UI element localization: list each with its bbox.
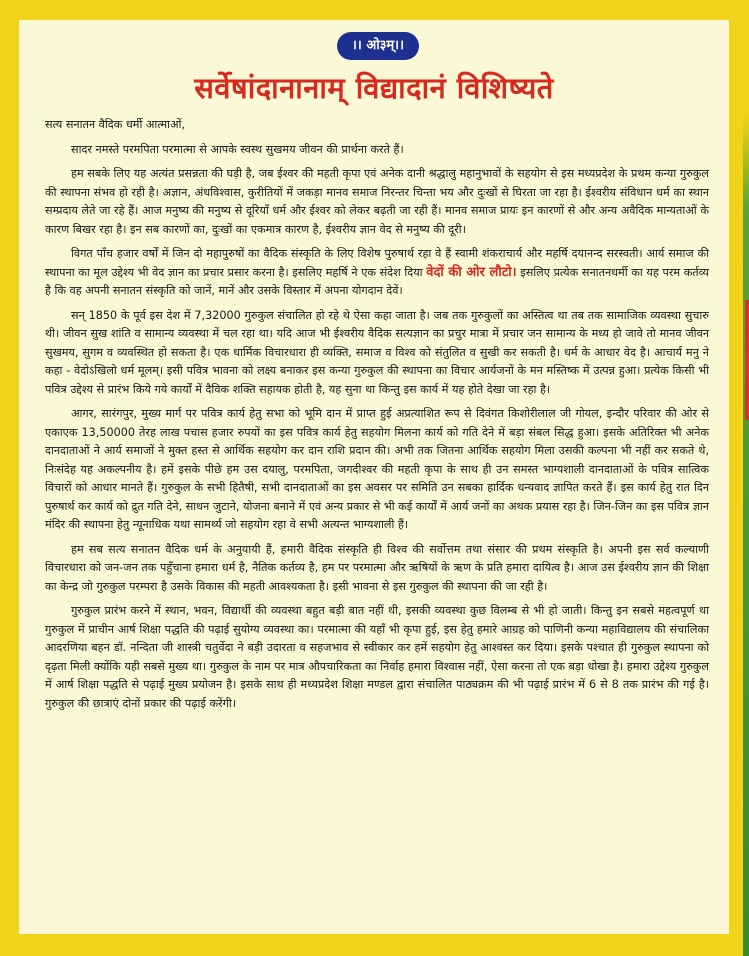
letter-body [45,116,709,719]
side-color-strip [743,0,749,956]
document-page [19,20,729,934]
greeting-paragraph: सादर नमस्ते परमपिता परमात्मा से आपके स्वस्थ सुखमय जीवन की प्रार्थना करते हैं। [71,142,404,156]
paragraph-2-end: इसलिए प्रत्येक सनातनधर्मी का यह परम कर्तव्य है कि वह अपनी सनातन संस्कृति को जानें, मानें और उसके विस्तार में अपना योगदान देवें। [45,265,709,297]
side-red-strip [745,300,749,420]
page-title: सर्वेषांदानानाम् विद्यादानं विशिष्यते [194,71,554,105]
salutation: सत्य सनातन वैदिक धर्मी आत्माओं, [45,118,186,131]
vedon-ki-or-lauto-highlight: वेदों की ओर लौटो। [426,264,517,280]
paragraph-5: हम सब सत्य सनातन वैदिक धर्म के अनुयायी हैं, हमारी वैदिक संस्कृति ही विश्व की सर्वोत्तम तथा संसार की प्रथम संस्कृति है। अपनी इस सर्व कल्याणी विचारधारा को जन-जन तक पहुँचाना हमारा धर्म है, नैतिक कर्तव्य है, हम पर परमात्मा और ऋषियों के ऋण के प्रति हमारा दायित्व है। आज उस ईश्वरीय ज्ञान की शिक्षा का केन्द्र जो गुरुकुल परम्परा है उसके विकास की महती आवश्यकता है। इसी भावना से इस गुरुकुल की स्थापना की जा रही है। [45,542,709,593]
paragraph-4: आगर, सारंगपुर, मुख्य मार्ग पर पवित्र कार्य हेतु सभा को भूमि दान में प्राप्त हुई अप्रत्याशित रूप से दिवंगत किशोरीलाल जी गोयल, इन्दौर परिवार की ओर से एकाएक 13,50000 तेरह लाख पचास हजार रुपयों का इस पवित्र कार्य हेतु सहयोग मिलना कार्य को गति देने में बड़ा संबल सिद्ध हुआ। इसके अतिरिक्त भी अनेक दानदाताओं ने आर्य समाजों ने मुक्त हस्त से आर्थिक सहयोग कर दान राशि प्रदान की। अभी तक जितना आर्थिक सहयोग मिला उसकी कल्पना भी नहीं कर सकते थे, निःसंदेह यह अकल्पनीय है। हमें इसके पीछे हम उस दयालु, परमपिता, जगदीश्वर की महती कृपा के साथ ही उन समस्त भाग्यशाली दानदाताओं के पवित्र सात्विक विचारों को आधार मानते हैं। गुरुकुल के सभी हितैषी, सभी दानदाताओं का इस अवसर पर समिति उन सबका हार्दिक धन्यवाद ज्ञापित करते हैं। इस कार्य हेतु रात दिन पुरुषार्थ कर कार्य को द्रुत गति देने, साधन जुटाने, योजना बनाने में एवं अन्य प्रकार से भी कई कार्यों में आर्य जनों का अथक प्रयास रहा है। जिन-जिन का इस पवित्र ज्ञान मंदिर की स्थापना हेतु न्यूनाधिक यथा सामर्थ्य जो सहयोग रहा वे सभी अत्यन्त भाग्यशाली हैं। [45,407,709,531]
paragraph-2-start: विगत पाँच हजार वर्षों में जिन दो महापुरुषों का वैदिक संस्कृति के लिए विशेष पुरुषार्थ रहा वे हैं स्वामी शंकराचार्य और महर्षि दयानन्द सरस्वती। आर्य समाज की स्थापना का मूल उद्देश्य भी वेद ज्ञान का प्रचार प्रसार करना है। इसलिए महर्षि ने एक संदेश दिया [45,247,709,279]
om-badge: ।। ओ३म्।। [337,32,419,60]
paragraph-1: हम सबके लिए यह अत्यंत प्रसन्नता की घड़ी है, जब ईश्वर की महती कृपा एवं अनेक दानी श्रद्धालु महानुभावों के सहयोग से इस मध्यप्रदेश के प्रथम कन्या गुरुकुल की स्थापना संभव हो रही है। अज्ञान, अंधविश्वास, कुरीतियों में जकड़ा मानव समाज निरन्तर चिन्ता भय और दुःखों से घिरता जा रहा है। ईश्वरीय संविधान धर्म का स्थान सम्प्रदाय लेते जा रहे हैं। आज मनुष्य की मनुष्य से दूरियाँ धर्म और ईश्वर को लेकर बढ़ती जा रही हैं। मानव समाज प्रायः इन कारणों से और अन्य अवैदिक मान्यताओं के कारण बिखर रहा है। इन सब कारणों का, दुःखों का एकमात्र कारण है, ईश्वरीय ज्ञान वेद से मनुष्य की दूरी। [45,167,709,236]
paragraph-2 [45,245,709,301]
paragraph-6: गुरुकुल प्रारंभ करने में स्थान, भवन, विद्यार्थी की व्यवस्था बहुत बड़ी बात नहीं थी, इसकी व्यवस्था कुछ विलम्ब से भी हो जाती। किन्तु इन सबसे महत्वपूर्ण था गुरुकुल में प्राचीन आर्ष शिक्षा पद्धति की पढ़ाई सुयोग्य व्यवस्था का। परमात्मा की यहाँ भी कृपा हुई, इस हेतु हमारे आग्रह को पाणिनी कन्या महाविद्यालय की संचालिका आदरणिया बहन डॉ. नन्दिता जी शास्त्री चतुर्वेदा ने बड़ी उदारता व सहजभाव से स्वीकार कर हमें सहयोग हेतु आश्वस्त कर दिया। इसके पश्चात ही गुरुकुल स्थापना को दृढ़ता मिली क्योंकि यही सबसे मुख्य था। गुरुकुल के नाम पर मात्र औपचारिकता का निर्वाह हमारा विश्वास नहीं, ऐसा करना तो एक बड़ा धोखा है। हमारा उद्देश्य गुरुकुल में आर्ष शिक्षा पद्धति से पढ़ाई मुख्य प्रयोजन है। इसके साथ ही मध्यप्रदेश शिक्षा मण्डल द्वारा संचालित पाठ्यक्रम की भी पढ़ाई प्रारंभ में 6 से 8 तक प्रारंभ की गई है। गुरुकुल की छात्राएं दोनों प्रकार की पढ़ाई करेंगी। [45,604,709,710]
paragraph-3: सन् 1850 के पूर्व इस देश में 7,32000 गुरुकुल संचालित हो रहे थे ऐसा कहा जाता है। जब तक गुरुकुलों का अस्तित्व था तब तक सामाजिक व्यवस्था सुचारु थी। जीवन सुख शांति व सामान्य व्यवस्था में चल रहा था। यदि आज भी ईश्वरीय वैदिक सत्यज्ञान का प्रचुर मात्रा में प्रचार जन सामान्य के मध्य हो जावे तो मानव जीवन सुखमय, सुगम व व्यवस्थित हो सकता है। एक धार्मिक विचारधारा ही व्यक्ति, समाज व विश्व को संतुलित व सुखी कर सकती है। धर्म के आधार वेद है। आचार्य मनु ने कहा - वेदोऽखिलो धर्म मूलम्। इसी पवित्र भावना को लक्ष्य बनाकर इस कन्या गुरुकुल की स्थापना का विचार आर्यजनों के मन मस्तिष्क में उत्पन्न हुआ। प्रत्येक किसी भी पवित्र उद्देश्य से प्रारंभ किये गये कार्यों में दैविक शक्ति सहायक होती है, यह सुना था किन्तु इस कार्य में यह होते देखा जा रहा है। [45,308,709,396]
